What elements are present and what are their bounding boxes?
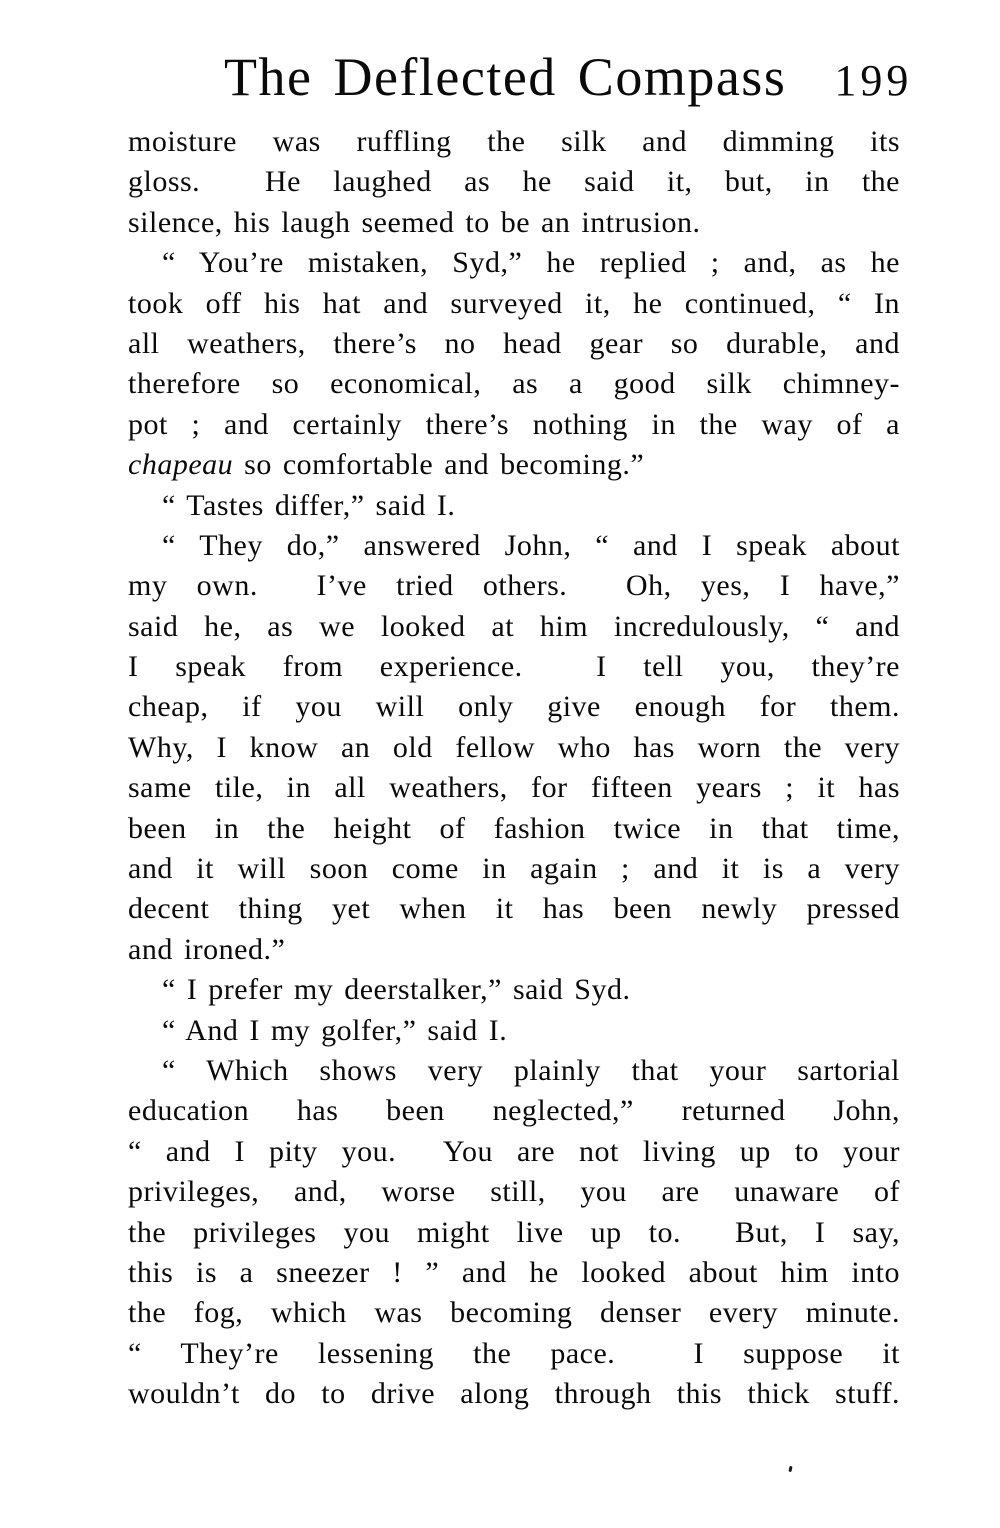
text-line xyxy=(128,930,900,970)
text-line xyxy=(128,1334,900,1374)
text-segment: “ I prefer my deerstalker,” said Syd. xyxy=(162,973,631,1007)
italic-word: chapeau xyxy=(128,448,234,482)
text-segment: “ They do,” answered John, “ and I speak about xyxy=(162,528,900,562)
scan-speck-artifact xyxy=(788,1466,792,1472)
text-line xyxy=(128,284,900,324)
text-segment: cheap, if you will only give enough for them. xyxy=(128,690,900,724)
text-line xyxy=(128,687,900,727)
text-segment: moisture was ruffling the silk and dimming its xyxy=(128,125,900,158)
text-segment: “ And I my golfer,” said I. xyxy=(162,1013,508,1047)
text-segment: Why, I know an old fellow who has worn the very xyxy=(128,730,900,764)
text-segment: I speak from experience. I tell you, they’re xyxy=(128,650,900,684)
text-segment: same tile, in all weathers, for fifteen years ; it has xyxy=(128,771,900,805)
text-line xyxy=(128,526,900,566)
running-head xyxy=(224,46,912,108)
text-line xyxy=(128,849,900,889)
text-line xyxy=(128,122,900,162)
text-line xyxy=(128,364,900,404)
text-segment: the fog, which was becoming denser every minute. xyxy=(128,1296,900,1330)
text-line xyxy=(128,1132,900,1172)
text-segment: “ Tastes differ,” said I. xyxy=(162,488,456,522)
text-segment: the privileges you might live up to. But, I say, xyxy=(128,1215,900,1249)
text-block xyxy=(128,122,900,1415)
text-segment: privileges, and, worse still, you are unaware of xyxy=(128,1175,900,1209)
text-line xyxy=(128,809,900,849)
text-line xyxy=(128,243,900,283)
text-segment: and it will soon come in again ; and it is a very xyxy=(128,852,900,886)
paragraph xyxy=(128,526,900,970)
text-segment: my own. I’ve tried others. Oh, yes, I have,” xyxy=(128,569,900,603)
text-segment: pot ; and certainly there’s nothing in the way of a xyxy=(128,407,900,441)
text-segment: “ They’re lessening the pace. I suppose it xyxy=(128,1336,900,1370)
text-line xyxy=(128,1051,900,1091)
paragraph xyxy=(128,1011,900,1051)
text-line xyxy=(128,768,900,808)
text-segment: “ Which shows very plainly that your sartorial xyxy=(162,1053,900,1087)
text-segment: therefore so economical, as a good silk chimney- xyxy=(128,367,900,401)
text-segment: and ironed.” xyxy=(128,932,286,966)
text-line xyxy=(128,203,900,243)
text-line xyxy=(128,566,900,606)
text-line xyxy=(128,647,900,687)
text-segment: “ and I pity you. You are not living up to your xyxy=(128,1134,900,1168)
paragraph xyxy=(128,970,900,1010)
page-number: 199 xyxy=(834,56,913,105)
text-line xyxy=(128,1293,900,1333)
text-line xyxy=(128,1172,900,1212)
text-line xyxy=(128,1011,900,1051)
text-line xyxy=(128,162,900,202)
text-line xyxy=(128,445,900,485)
paragraph xyxy=(128,243,900,485)
text-segment: gloss. He laughed as he said it, but, in the xyxy=(128,165,900,199)
text-segment: “ You’re mistaken, Syd,” he replied ; and, as he xyxy=(162,246,900,280)
text-line xyxy=(128,889,900,929)
text-line xyxy=(128,728,900,768)
text-segment: wouldn’t do to drive along through this thick stuff. xyxy=(128,1377,900,1411)
text-segment: this is a sneezer ! ” and he looked about him into xyxy=(128,1255,900,1289)
text-segment: education has been neglected,” returned John, xyxy=(128,1094,900,1128)
text-line xyxy=(128,970,900,1010)
text-line xyxy=(128,607,900,647)
text-line xyxy=(128,486,900,526)
text-segment: so comfortable and becoming.” xyxy=(233,448,645,482)
text-segment: said he, as we looked at him incredulously, “ and xyxy=(128,609,900,643)
text-line xyxy=(128,1374,900,1414)
paragraph xyxy=(128,1051,900,1415)
text-segment: decent thing yet when it has been newly pressed xyxy=(128,892,900,926)
text-segment: took off his hat and surveyed it, he continued, “ In xyxy=(128,286,900,320)
paragraph xyxy=(128,486,900,526)
text-line xyxy=(128,1091,900,1131)
text-line xyxy=(128,405,900,445)
running-head-title: The Deflected Compass xyxy=(224,47,787,107)
text-segment: all weathers, there’s no head gear so durable, and xyxy=(128,326,900,360)
text-line xyxy=(128,324,900,364)
text-line xyxy=(128,1213,900,1253)
text-line xyxy=(128,1253,900,1293)
text-segment: silence, his laugh seemed to be an intrusion. xyxy=(128,205,701,239)
paragraph xyxy=(128,122,900,243)
text-segment: been in the height of fashion twice in that time, xyxy=(128,811,900,845)
